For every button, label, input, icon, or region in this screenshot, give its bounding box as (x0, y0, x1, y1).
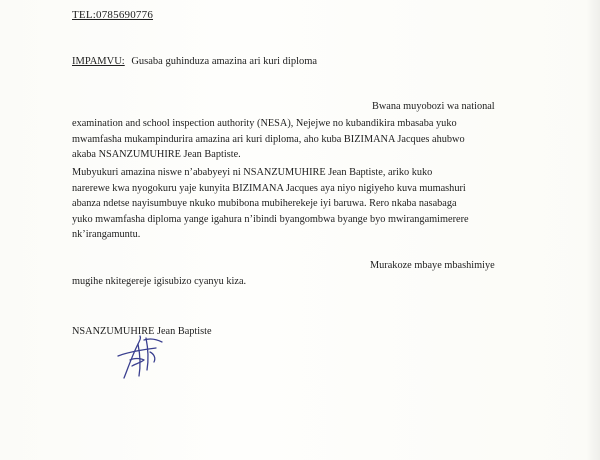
signer-name: NSANZUMUHIRE Jean Baptiste (72, 326, 212, 337)
thanks-line: Murakoze mbaye mbashimiye (370, 260, 495, 271)
paragraph-line: yuko mwamfasha diploma yange igahura n’ibindi byangombwa byange byo mwirangamimerere (72, 213, 469, 225)
phone-number: TEL:0785690776 (72, 9, 154, 21)
closing-line: mugihe nkitegereje igisubizo cyanyu kiza. (72, 276, 247, 287)
paragraph-explanation (72, 165, 542, 243)
paragraph-line: Mubyukuri amazina niswe n’ababyeyi ni NSANZUMUHIRE Jean Baptiste, ariko kuko (72, 167, 433, 178)
paragraph-line: abanza ndetse nayisumbuye nkuko mubibona mubiherekeje iyi baruwa. Rero nkaba nasabaga (72, 198, 457, 209)
paragraph-line: mwamfasha mukampindurira amazina ari kuri diploma, aho kuba BIZIMANA Jacques ahubwo (72, 133, 465, 145)
paragraph-line: akaba NSANZUMUHIRE Jean Baptiste. (72, 149, 241, 160)
subject-label: IMPAMVU: (72, 56, 125, 67)
paragraph-line: narerewe kwa nyogokuru yaje kunyita BIZIMANA Jacques aya niyo nigiyeho kuva mumashuri (72, 182, 466, 194)
salutation: Bwana muyobozi wa national (372, 101, 495, 112)
subject-line (72, 56, 317, 67)
paragraph-request (72, 116, 542, 163)
paragraph-line: examination and school inspection authority (NESA), Nejejwe no kubandikira mbasaba yuko (72, 118, 457, 129)
paragraph-line: nk’irangamuntu. (72, 229, 141, 240)
subject-text: Gusaba guhinduza amazina ari kuri diploma (131, 56, 318, 67)
page-edge-shadow (586, 0, 600, 460)
handwritten-signature (110, 330, 170, 382)
